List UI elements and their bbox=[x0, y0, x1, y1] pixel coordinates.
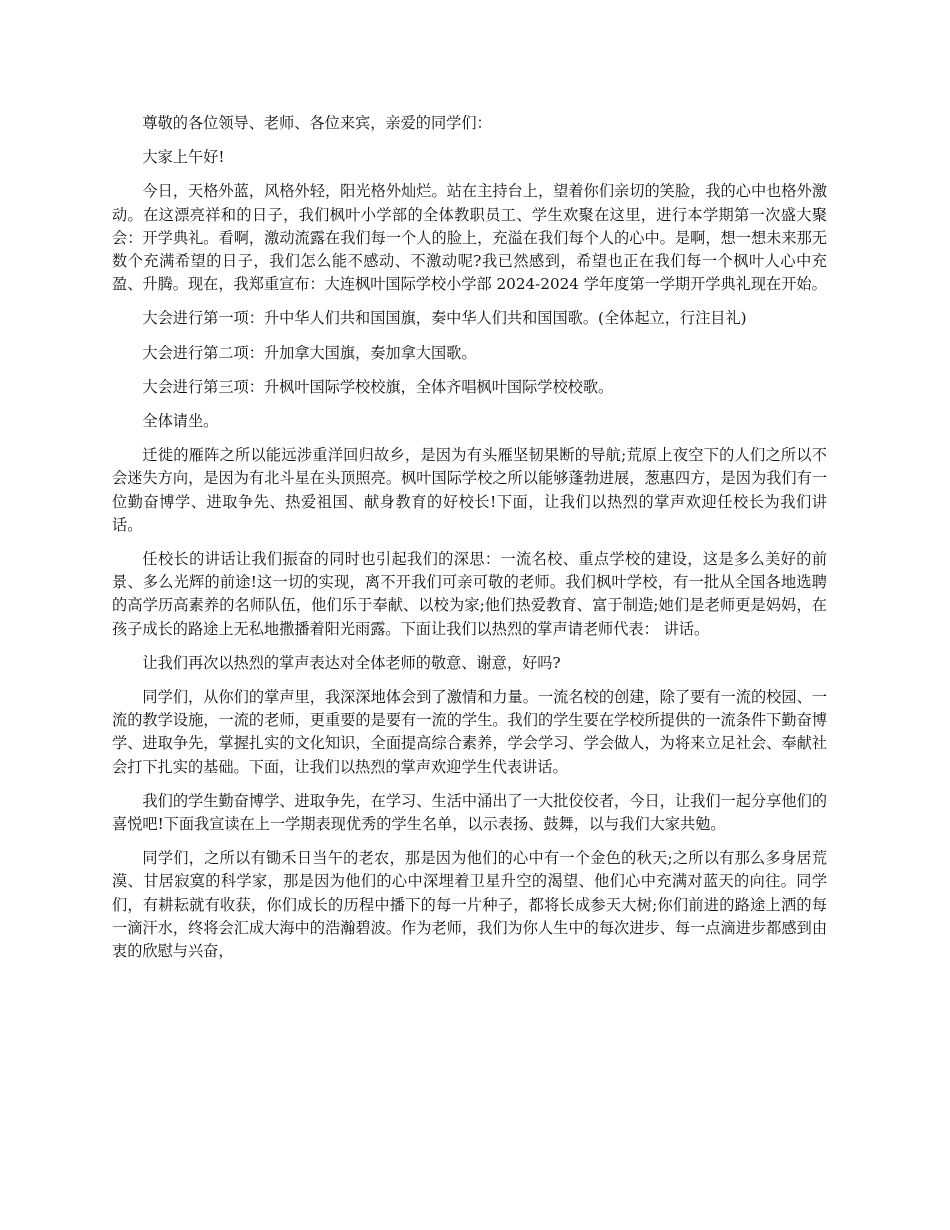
awards-paragraph: 我们的学生勤奋博学、进取争先，在学习、生活中涌出了一大批佼佼者，今日，让我们一起分享他们的喜悦吧!下面我宣读在上一学期表现优秀的学生名单，以示表扬、鼓舞，以与我们大家共勉。 bbox=[112, 791, 827, 834]
applause-paragraph: 让我们再次以热烈的掌声表达对全体老师的敬意、谢意，好吗? bbox=[142, 653, 561, 672]
greeting-paragraph: 尊敬的各位领导、老师、各位来宾，亲爱的同学们： bbox=[142, 114, 492, 132]
opening-paragraph: 今日，天格外蓝，风格外轻，阳光格外灿烂。站在主持台上，望着你们亲切的笑脸，我的心中也格外激动。在这漂亮祥和的日子，我们枫叶小学部的全体教职员工、学生欢聚在这里，进行本学期第一次盛大聚会：开学典礼。看啊，激动流露在我们每一个人的脸上，充溢在我们每个人的心中。是啊，想一想未来那无数个充满希望的日子，我们怎么能不感动、不激动呢?我已然感到，希望也正在我们每一个枫叶人心中充盈、升腾。现在，我郑重宣布：大连枫叶国际学校小学部 2024-2024 学年度第一学期开学典礼现在开始。 bbox=[112, 182, 827, 294]
closing-paragraph: 同学们，之所以有锄禾日当午的老农，那是因为他们的心中有一个金色的秋天;之所以有那么多身居荒漠、甘居寂寞的科学家，那是因为他们的心中深埋着卫星升空的渴望、他们心中充满对蓝天的向往。同学们，有耕耘就有收获，你们成长的历程中播下的每一片种子，都将长成参天大树;你们前进的路途上洒的每一滴汗水，终将会汇成大海中的浩瀚碧波。作为老师，我们为你人生中的每次进步、每一点滴进步都感到由衷的欣慰与兴奋， bbox=[112, 849, 827, 961]
document-page bbox=[112, 112, 827, 974]
teacher-intro-paragraph: 任校长的讲话让我们振奋的同时也引起我们的深思：一流名校、重点学校的建设，这是多么美好的前景、多么光辉的前途!这一切的实现，离不开我们可亲可敬的老师。我们枫叶学校，有一批从全国各地选聘的高学历高素养的名师队伍，他们乐于奉献、以校为家;他们热爱教育、富于制造;她们是老师更是妈妈，在孩子成长的路途上无私地撒播着阳光雨露。下面让我们以热烈的掌声请老师代表： 讲话。 bbox=[112, 550, 827, 638]
agenda-item-1-paragraph: 大会进行第一项：升中华人们共和国国旗，奏中华人们共和国国歌。(全体起立，行注目礼) bbox=[142, 309, 747, 328]
student-intro-paragraph: 同学们，从你们的掌声里，我深深地体会到了激情和力量。一流名校的创建，除了要有一流的校园、一流的教学设施，一流的老师，更重要的是要有一流的学生。我们的学生要在学校所提供的一流条件下勤奋博学、进取争先，掌握扎实的文化知识，全面提高综合素养，学会学习、学会做人，为将来立足社会、奉献社会打下扎实的基础。下面，让我们以热烈的掌声欢迎学生代表讲话。 bbox=[112, 688, 827, 776]
agenda-item-2-paragraph: 大会进行第二项：升加拿大国旗，奏加拿大国歌。 bbox=[142, 343, 477, 362]
principal-intro-paragraph: 迁徙的雁阵之所以能远涉重洋回归故乡，是因为有头雁坚韧果断的导航;荒原上夜空下的人们之所以不会迷失方向，是因为有北斗星在头顶照亮。枫叶国际学校之所以能够蓬勃进展，葱惠四方，是因为我们有一位勤奋博学、进取争先、热爱祖国、献身教育的好校长!下面，让我们以热烈的掌声欢迎任校长为我们讲话。 bbox=[112, 446, 827, 534]
agenda-item-3-paragraph: 大会进行第三项：升枫叶国际学校校旗，全体齐唱枫叶国际学校校歌。 bbox=[142, 377, 614, 396]
please-sit-paragraph: 全体请坐。 bbox=[142, 412, 219, 431]
salutation-paragraph: 大家上午好! bbox=[142, 148, 225, 167]
